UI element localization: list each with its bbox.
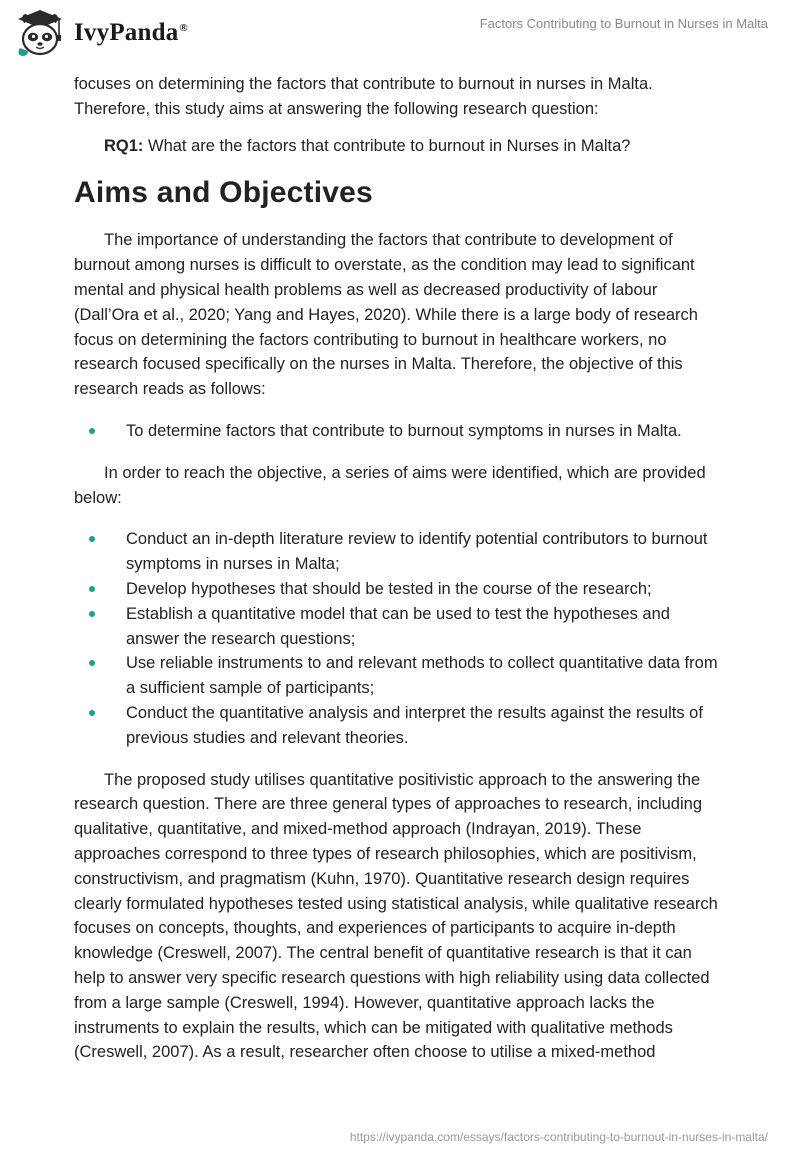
list-item: Develop hypotheses that should be tested in the course of the research; bbox=[74, 577, 724, 602]
bullet-icon bbox=[89, 611, 95, 617]
list-item: Conduct an in-depth literature review to identify potential contributors to burnout symptoms in nurses in Malta; bbox=[74, 527, 724, 577]
bullet-icon bbox=[89, 428, 95, 434]
running-title: Factors Contributing to Burnout in Nurses in Malta bbox=[479, 16, 768, 31]
logo-wordmark: IvyPanda® bbox=[74, 19, 188, 46]
paragraph-approach: The proposed study utilises quantitative positivistic approach to the answering the research question. There are three general types of approaches to research, including qualitative, quantitative, and mixed-method approach (Indrayan, 2019). These approaches correspond to three types of research philosophies, which are positivism, constructivism, and pragmatism (Kuhn, 1970). Quantitative research design requires clearly formulated hypotheses tested using statistical analysis, while qualitative research focuses on concepts, thoughts, and experiences of participants to acquire in-depth knowledge (Creswell, 2007). The central benefit of quantitative research is that it can help to answer very specific research questions with high reliability using data collected from a large sample (Creswell, 1994). However, quantitative approach lacks the instruments to explain the results, which can be mitigated with qualitative methods (Creswell, 2007). As a result, researcher often choose to utilise a mixed-method bbox=[74, 770, 718, 1062]
research-question-text: What are the factors that contribute to burnout in Nurses in Malta? bbox=[143, 136, 631, 155]
research-question-label: RQ1: bbox=[104, 136, 144, 155]
paragraph-importance: The importance of understanding the factors that contribute to development of burnout among nurses is difficult to overstate, as the condition may lead to significant mental and physical health problems as well as decreased productivity of labour (Dall’Ora et al., 2020; Yang and Hayes, 2020). While there is a large body of research focus on determining the factors contributing to burnout in healthcare workers, no research focused specifically on the nurses in Malta. Therefore, the objective of this research reads as follows: bbox=[74, 231, 698, 399]
research-question bbox=[104, 134, 724, 159]
ivypanda-logo[interactable] bbox=[14, 8, 188, 58]
panda-logo-icon bbox=[14, 8, 66, 58]
paragraph-aims-intro: In order to reach the objective, a series of aims were identified, which are provided below: bbox=[74, 463, 706, 507]
bullet-icon bbox=[89, 536, 95, 542]
list-item: Use reliable instruments to and relevant methods to collect quantitative data from a sufficient sample of participants; bbox=[74, 651, 724, 701]
list-item: Conduct the quantitative analysis and interpret the results against the results of previous studies and relevant theories. bbox=[74, 701, 724, 751]
source-url-link[interactable]: https://ivypanda.com/essays/factors-contributing-to-burnout-in-nurses-in-malta/ bbox=[349, 1130, 768, 1144]
bullet-icon bbox=[89, 660, 95, 666]
essay-content bbox=[74, 72, 724, 1065]
objectives-list bbox=[74, 419, 724, 444]
list-item: To determine factors that contribute to burnout symptoms in nurses in Malta. bbox=[74, 419, 724, 444]
section-heading: Aims and Objectives bbox=[74, 176, 373, 210]
aims-list bbox=[74, 527, 724, 750]
list-item: Establish a quantitative model that can be used to test the hypotheses and answer the research questions; bbox=[74, 602, 724, 652]
intro-paragraph: focuses on determining the factors that contribute to burnout in nurses in Malta. Therefore, this study aims at answering the following research question: bbox=[74, 75, 653, 118]
page-header bbox=[0, 0, 800, 70]
bullet-icon bbox=[89, 586, 95, 592]
bullet-icon bbox=[89, 710, 95, 716]
